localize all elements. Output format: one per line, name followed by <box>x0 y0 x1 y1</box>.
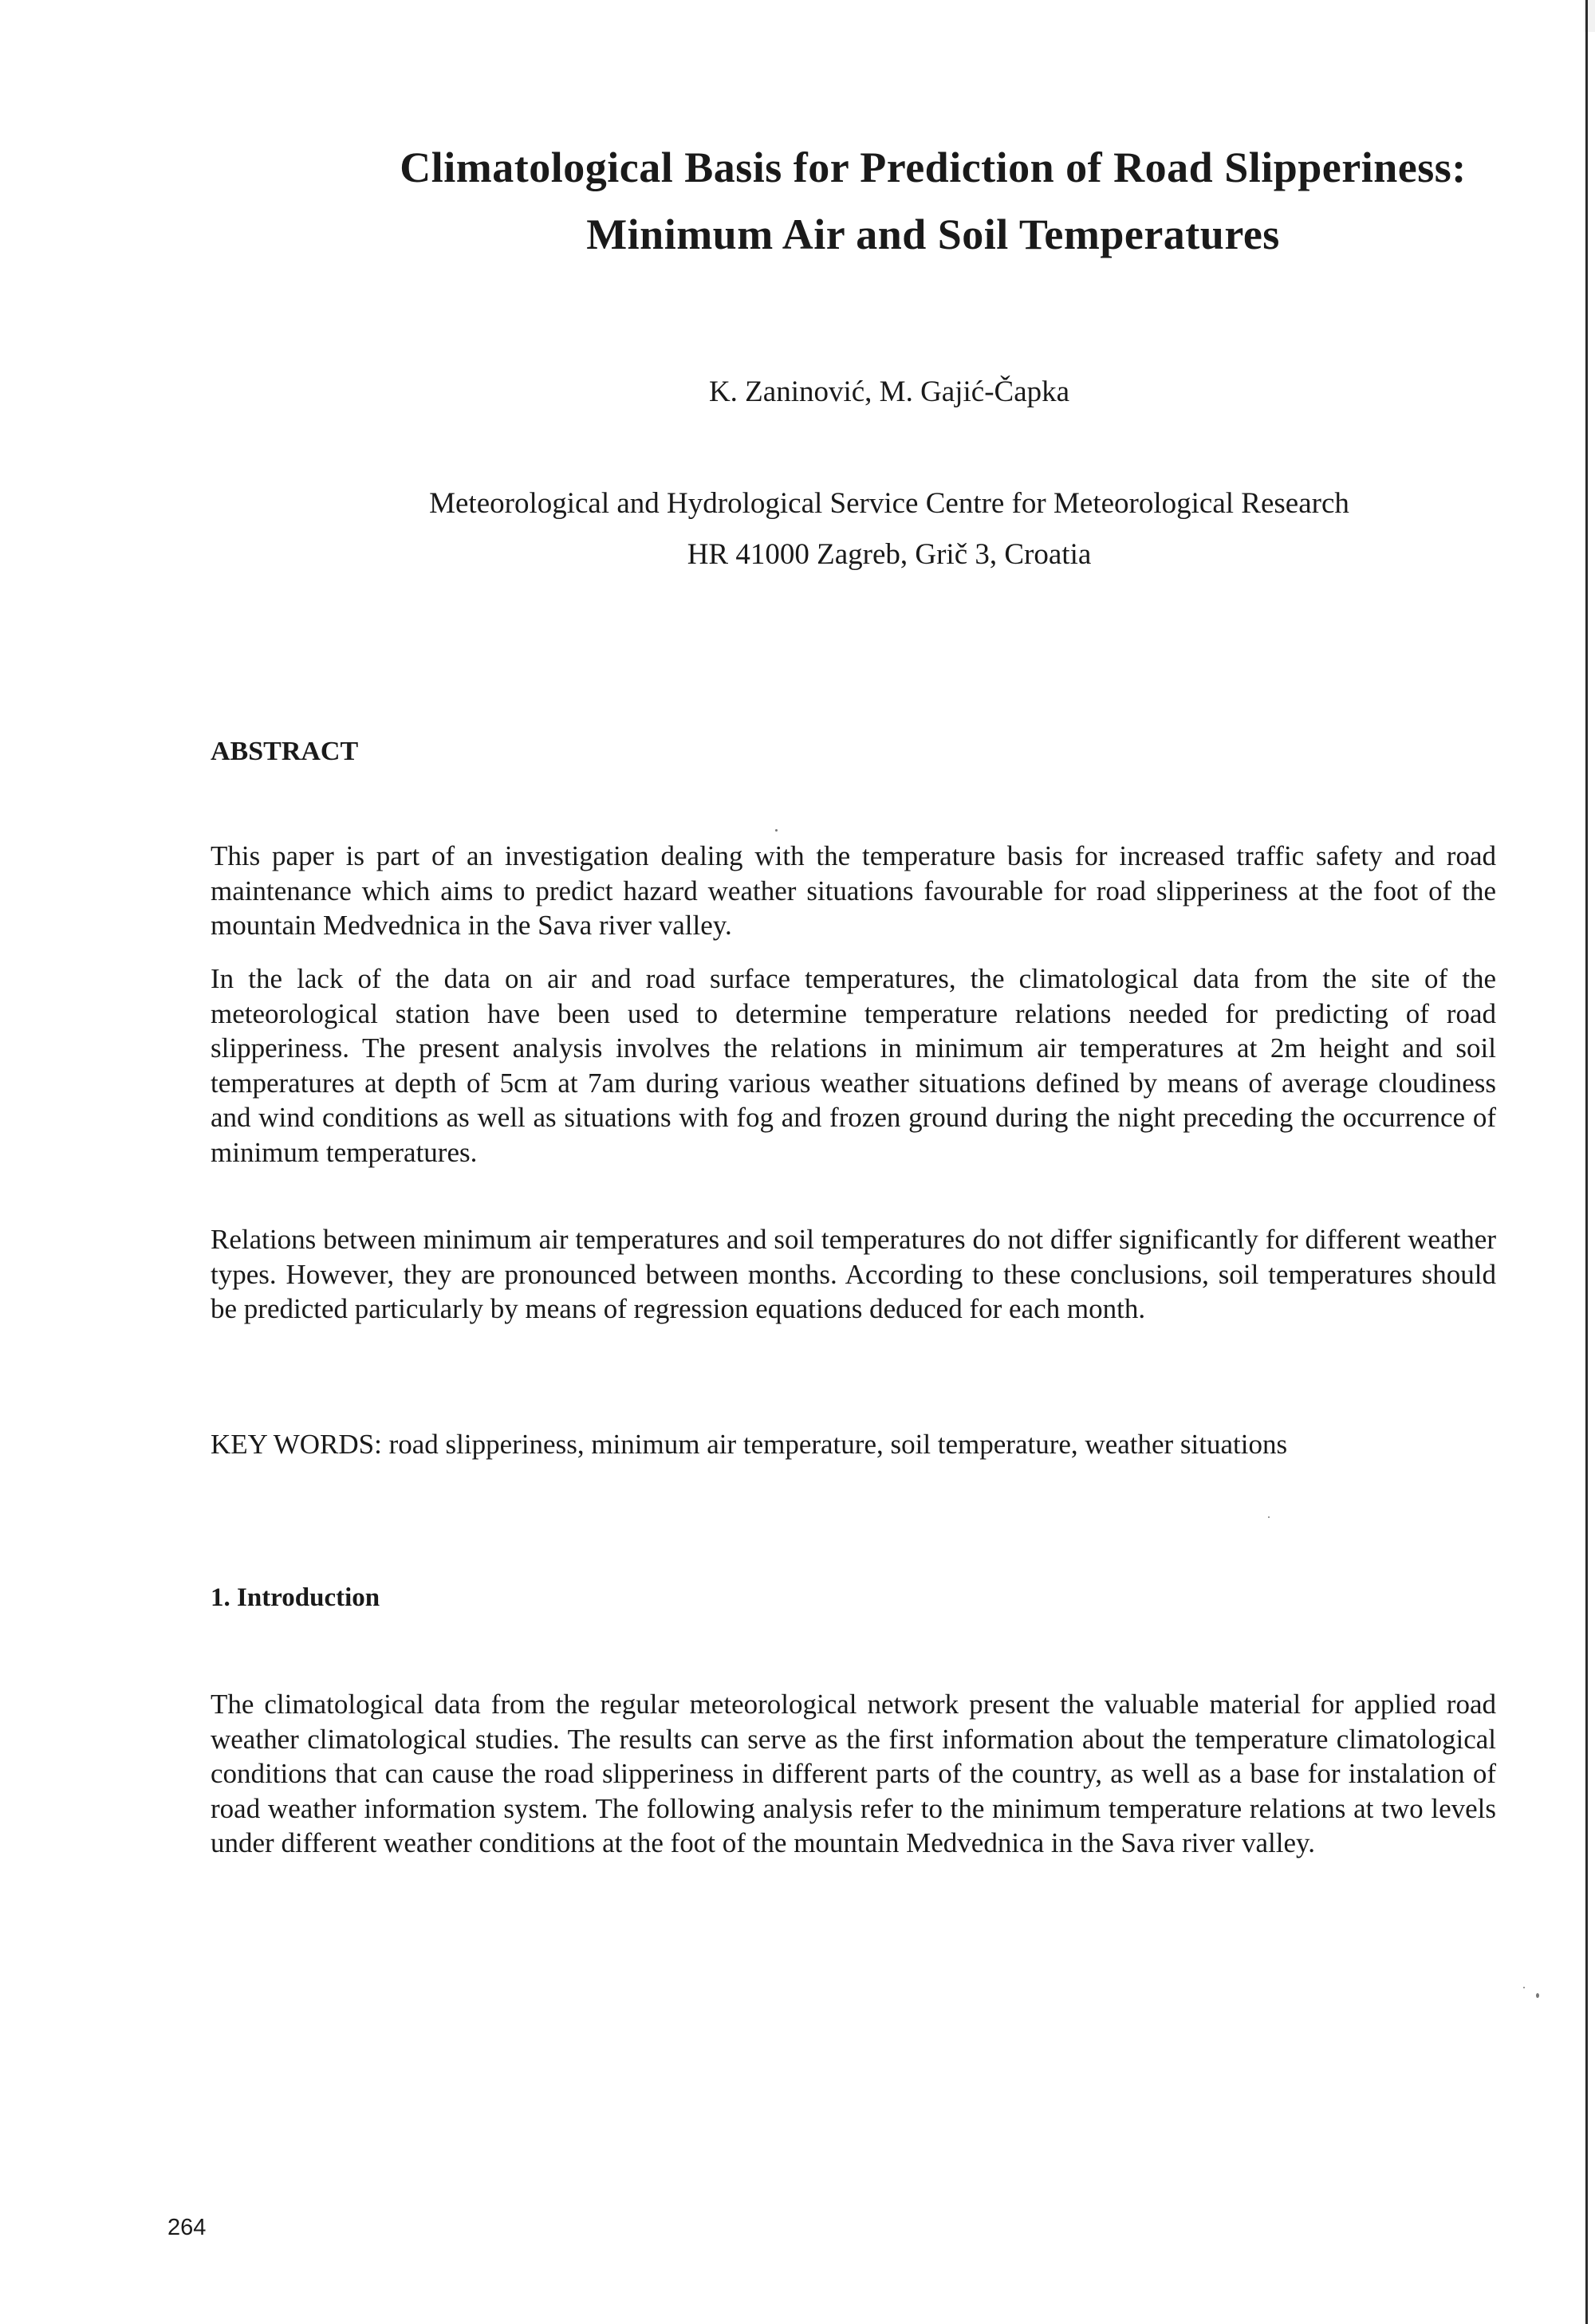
scan-speck <box>1536 1993 1539 1998</box>
affiliation-line-1: Meteorological and Hydrological Service Centre for Meteorological Research <box>429 487 1349 520</box>
affiliation-line-2: HR 41000 Zagreb, Grič 3, Croatia <box>687 538 1092 571</box>
scan-speck <box>775 829 778 832</box>
abstract-heading: ABSTRACT <box>211 737 359 766</box>
introduction-paragraph: The climatological data from the regular meteorological network present the valuable material for applied road weather climatological studies. The results can serve as the first information about the temperature climatological conditions that can cause the road slipperiness in different parts of the country, as well as a base for instalation of road weather information system. The following analysis refer to the minimum temperature relations at two levels under different weather conditions at the foot of the mountain Medvednica in the Sava river valley. <box>211 1689 1496 1858</box>
abstract-paragraph-3: Relations between minimum air temperatures and soil temperatures do not differ significantly for different weather types. However, they are pronounced between months. According to these conclusions, soil temperatures should be predicted particularly by means of regression equations deduced for each month. <box>211 1224 1496 1324</box>
page-number: 264 <box>167 2215 207 2240</box>
title-line-1: Climatological Basis for Prediction of Road Slipperiness: <box>400 144 1467 191</box>
affiliation <box>199 478 1579 580</box>
keywords: KEY WORDS: road slipperiness, minimum air temperature, soil temperature, weather situations <box>211 1429 1288 1460</box>
abstract-paragraph-1: This paper is part of an investigation dealing with the temperature basis for increased traffic safety and road maintenance which aims to predict hazard weather situations favourable for road slipperiness at the foot of the mountain Medvednica in the Sava river valley. <box>211 840 1496 941</box>
scan-speck <box>1523 1987 1525 1988</box>
authors: K. Zaninović, M. Gajić-Čapka <box>708 376 1070 408</box>
paper-title <box>311 134 1555 268</box>
title-line-2: Minimum Air and Soil Temperatures <box>586 210 1280 258</box>
page-edge <box>1585 0 1588 2324</box>
introduction-heading: 1. Introduction <box>211 1583 380 1612</box>
abstract-paragraph-2: In the lack of the data on air and road surface temperatures, the climatological data from the site of the meteorological station have been used to determine temperature relations needed for predicting of road slipperiness. The present analysis involves the relations in minimum air temperatures at 2m height and soil temperatures at depth of 5cm at 7am during various weather situations defined by means of average cloudiness and wind conditions as well as situations with fog and frozen ground during the night preceding the occurrence of minimum temperatures. <box>211 963 1496 1168</box>
scan-speck <box>1268 1516 1270 1518</box>
